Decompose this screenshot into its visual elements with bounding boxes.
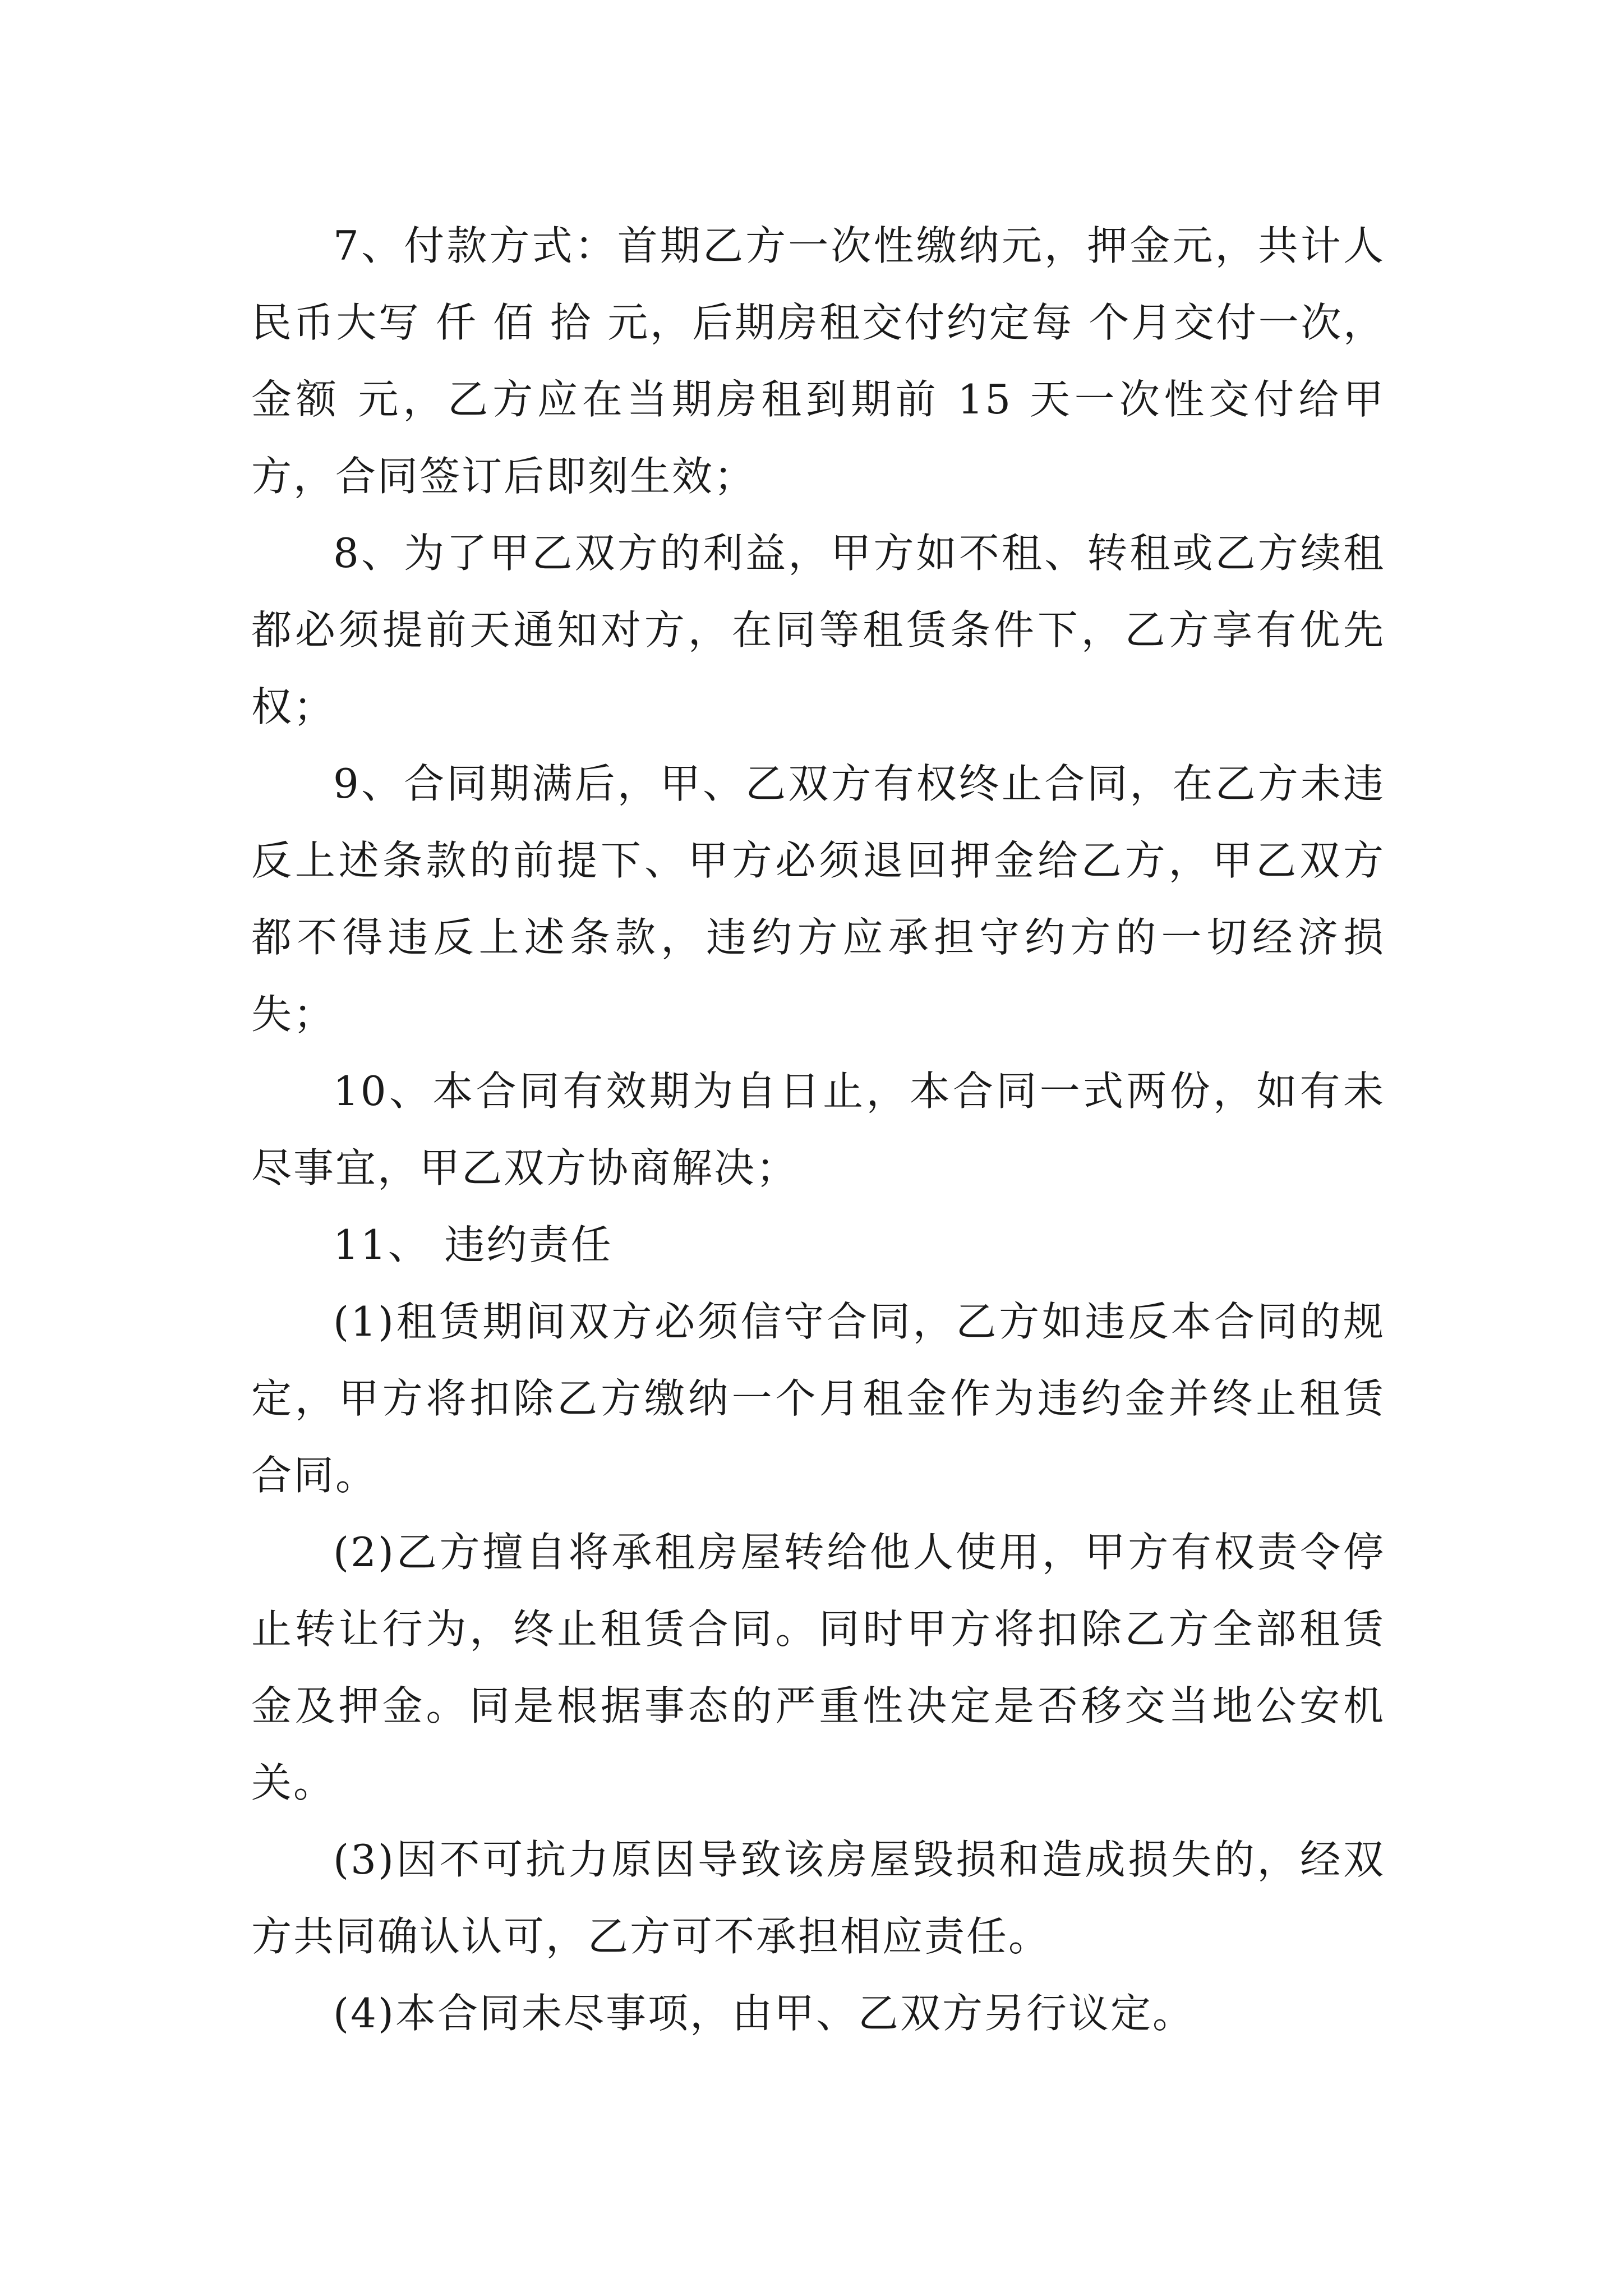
clause-11-item-3: (3)因不可抗力原因导致该房屋毁损和造成损失的，经双方共同确认认可，乙方可不承担相应责任。 — [251, 1836, 1385, 1960]
clause-9-expiry: 9、合同期满后，甲、乙双方有权终止合同，在乙方未违反上述条款的前提下、甲方必须退回押金给乙方，甲乙双方都不得违反上述条款，违约方应承担守约方的一切经济损失； — [251, 760, 1385, 1038]
clause-11-item-2: (2)乙方擅自将承租房屋转给他人使用，甲方有权责令停止转让行为，终止租赁合同。同时甲方将扣除乙方全部租赁金及押金。同是根据事态的严重性决定是否移交当地公安机关。 — [251, 1529, 1385, 1806]
clause-11-item-4: (4)本合同未尽事项，由甲、乙双方另行议定。 — [333, 1990, 1195, 2037]
clause-11-item-1: (1)租赁期间双方必须信守合同，乙方如违反本合同的规定，甲方将扣除乙方缴纳一个月租金作为违约金并终止租赁合同。 — [251, 1298, 1385, 1499]
clause-11-heading: 11、 违约责任 — [333, 1221, 613, 1268]
clause-7-payment: 7、付款方式：首期乙方一次性缴纳元，押金元，共计人民币大写 仟 佰 拾 元，后期房租交付约定每 个月交付一次，金额 元，乙方应在当期房租到期前 15 天一次性交付给甲方，合同签订后即刻生效； — [251, 222, 1385, 500]
clause-8-renewal-notice: 8、为了甲乙双方的利益，甲方如不租、转租或乙方续租都必须提前天通知对方，在同等租赁条件下，乙方享有优先权； — [251, 530, 1385, 730]
clause-10-validity: 10、本合同有效期为自日止，本合同一式两份，如有未尽事宜，甲乙双方协商解决； — [251, 1068, 1385, 1191]
document-page — [251, 208, 1385, 2052]
